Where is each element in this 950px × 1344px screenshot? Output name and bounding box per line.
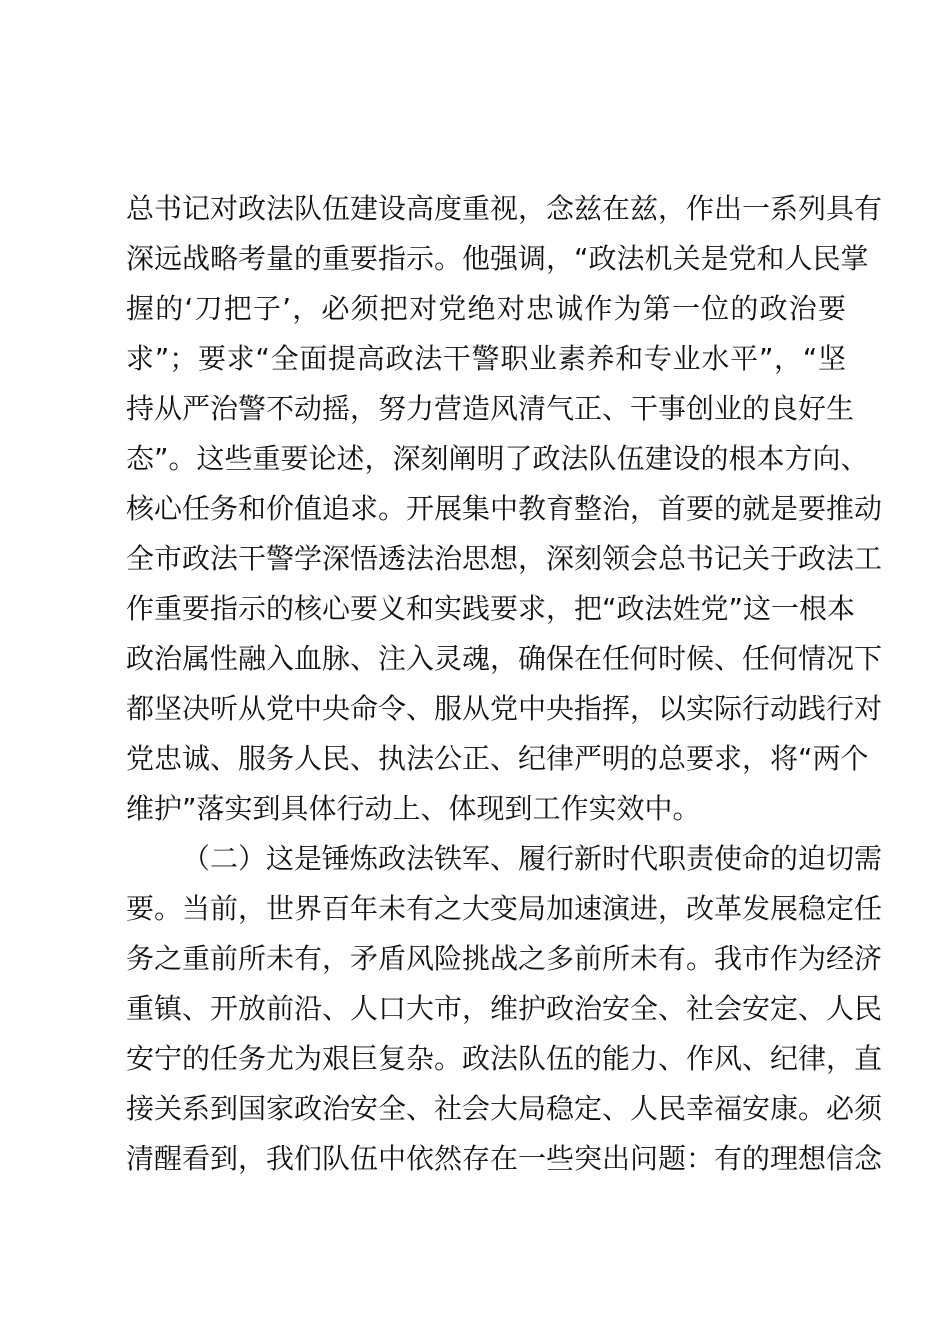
paragraph-2 [126, 834, 883, 1184]
text-line: 党忠诚、服务人民、执法公正、纪律严明的总要求，将“两个 [126, 742, 869, 775]
section-heading-line: （二）这是锤炼政法铁军、履行新时代职责使命的迫切需 [182, 842, 883, 875]
body-text [126, 184, 883, 1184]
text-line: 重镇、开放前沿、人口大市，维护政治安全、社会安定、人民 [126, 992, 883, 1025]
text-line: 接关系到国家政治安全、社会大局稳定、人民幸福安康。必须 [126, 1092, 883, 1125]
text-line: 总书记对政法队伍建设高度重视，念兹在兹，作出一系列具有 [126, 192, 883, 225]
text-line: 都坚决听从党中央命令、服从党中央指挥，以实际行动践行对 [126, 692, 883, 725]
text-line: 态”。这些重要论述，深刻阐明了政法队伍建设的根本方向、 [126, 442, 869, 475]
text-line: 深远战略考量的重要指示。他强调，“政法机关是党和人民掌 [126, 242, 869, 275]
text-line: 握的‘刀把子’，必须把对党绝对忠诚作为第一位的政治要 [126, 292, 846, 325]
text-line: 核心任务和价值追求。开展集中教育整治，首要的就是要推动 [126, 492, 883, 525]
text-line: 全市政法干警学深悟透法治思想，深刻领会总书记关于政法工 [126, 542, 883, 575]
text-line: 持从严治警不动摇，努力营造风清气正、干事创业的良好生 [126, 392, 855, 425]
text-line: 务之重前所未有，矛盾风险挑战之多前所未有。我市作为经济 [126, 942, 883, 975]
text-line: 作重要指示的核心要义和实践要求，把“政法姓党”这一根本 [126, 592, 856, 625]
text-line: 安宁的任务尤为艰巨复杂。政法队伍的能力、作风、纪律，直 [126, 1042, 883, 1075]
text-line: 要。当前，世界百年未有之大变局加速演进，改革发展稳定任 [126, 892, 883, 925]
text-line: 维护”落实到具体行动上、体现到工作实效中。 [126, 792, 701, 825]
text-line: 政治属性融入血脉、注入灵魂，确保在任何时候、任何情况下 [126, 642, 883, 675]
text-line: 求”；要求“全面提高政法干警职业素养和专业水平”，“坚 [126, 342, 846, 375]
paragraph-1 [126, 184, 883, 834]
text-line: 清醒看到，我们队伍中依然存在一些突出问题：有的理想信念 [126, 1142, 883, 1175]
